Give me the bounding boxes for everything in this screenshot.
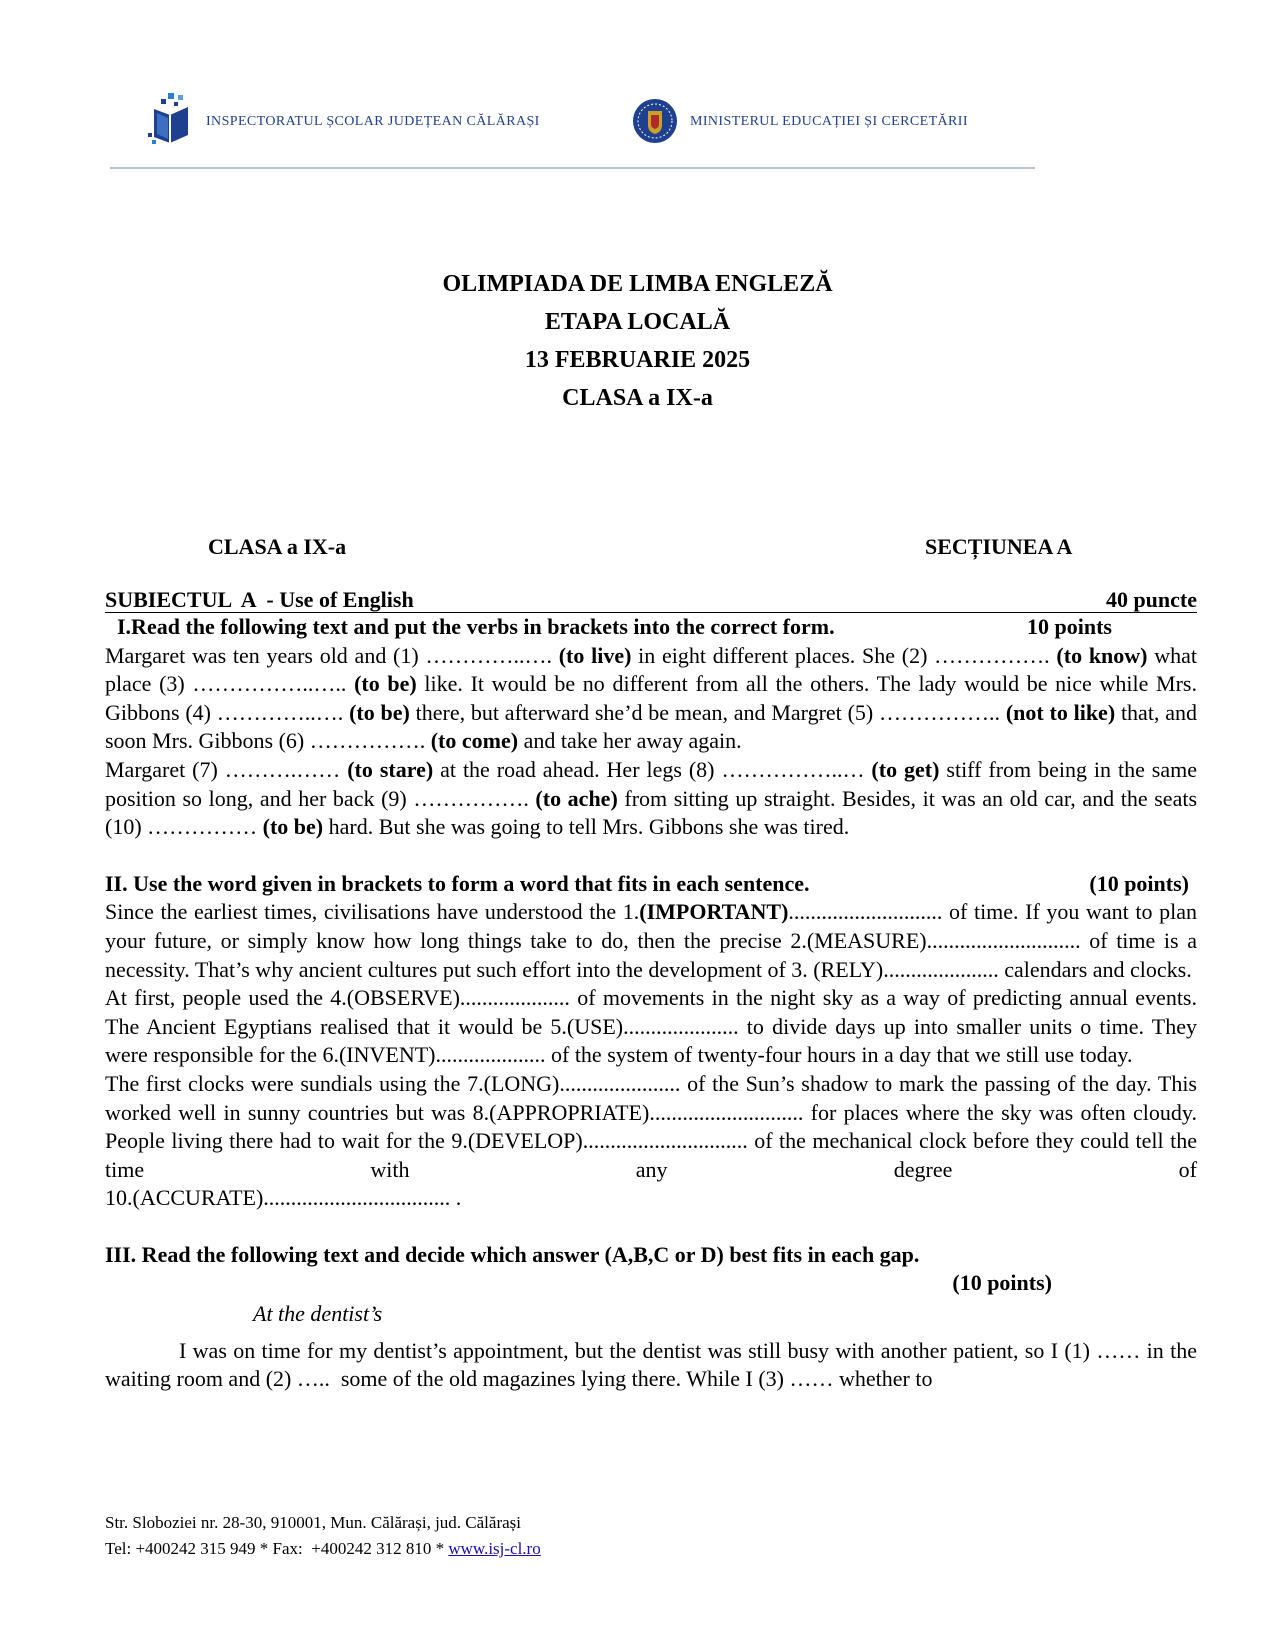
- exercise-1-points: 10 points: [1027, 614, 1112, 639]
- ministry-name: MINISTERUL EDUCAȚIEI ȘI CERCETĂRII: [690, 114, 968, 129]
- isj-name: INSPECTORATUL ȘCOLAR JUDEȚEAN CĂLĂRAȘI: [206, 114, 540, 129]
- text-run: Margaret was ten years old and (1) …………..….: [105, 642, 559, 668]
- website-link[interactable]: www.isj-cl.ro: [448, 1539, 541, 1558]
- exercise-1-paragraph-1: [105, 642, 1197, 756]
- exercise-2-paragraph-3-end: 10.(ACCURATE).................................. .: [105, 1185, 462, 1211]
- footer: [105, 1510, 541, 1562]
- text-run: from sitting up straight. Besides, it was an old car, and the seats (10) ……………: [105, 785, 1198, 840]
- exercise-3-subtitle: At the dentist’s: [253, 1301, 383, 1327]
- footer-phone-fax: Tel: +400242 315 949 * Fax: +400242 312 810 *: [105, 1539, 449, 1558]
- exercise-2-paragraph-2: At first, people used the 4.(OBSERVE).................... of movements in the night sky as a way of predicting annual events. The Ancient Egyptians realised that it would be 5.(USE)..................... to divide days up into smaller units o time. They were responsible for the 6.(INVENT).................... of the system of twenty-four hours in a day that we still use today.: [105, 985, 1197, 1068]
- exercise-3-points: (10 points): [952, 1270, 1052, 1296]
- ministry-logo: [632, 98, 678, 144]
- text-run: stiff from being in the same position so long, and her back (9) …………….: [105, 756, 1198, 811]
- text-run: what place (3) ……………..…..: [105, 642, 1198, 697]
- exercise-2-paragraph-3: The first clocks were sundials using the 7.(LONG)...................... of the Sun’s shadow to mark the passing of the day. This worked well in sunny countries but was 8.(APPROPRIATE)............................ for places where the sky was often cloudy. People living there had to wait for the 9.(DEVELOP).............................. of the mechanical clock before they could tell the time with any degree of: [105, 1070, 1197, 1182]
- exercise-1-heading: I.Read the following text and put the verbs in brackets into the correct form.: [117, 614, 835, 639]
- text-run: that, and soon Mrs. Gibbons (6) …………….: [105, 699, 1197, 754]
- exercise-2-points: (10 points): [1089, 870, 1189, 896]
- isj-logo: [148, 93, 194, 147]
- verb-prompt: (to be): [354, 671, 417, 697]
- class-label: CLASA a IX-a: [208, 534, 347, 559]
- verb-prompt: (not to like): [1005, 699, 1116, 725]
- exercise-1-header: [105, 613, 1197, 642]
- footer-address: Str. Sloboziei nr. 28-30, 910001, Mun. Călărași, jud. Călărași: [105, 1513, 521, 1532]
- text-run: at the road ahead. Her legs (8) ……………..…: [433, 756, 872, 782]
- exercise-2-paragraph-1: [105, 898, 1197, 984]
- exam-title: [0, 265, 1275, 417]
- exercise-1-paragraph-2: [105, 756, 1197, 842]
- verb-prompt: (IMPORTANT): [639, 899, 789, 925]
- verb-prompt: (to be): [262, 814, 324, 840]
- text-run: Margaret (7) ……….……: [105, 756, 348, 782]
- verb-prompt: (to ache): [535, 785, 618, 811]
- subject-header: [105, 588, 1197, 613]
- exercise-3-heading: III. Read the following text and decide which answer (A,B,C or D) best fits in each gap.: [105, 1241, 920, 1267]
- footer-contact: [105, 1536, 541, 1562]
- subject-points: 40 puncte: [1105, 587, 1197, 612]
- header-divider: [110, 167, 1035, 169]
- title-line-3: 13 FEBRUARIE 2025: [524, 347, 751, 373]
- verb-prompt: (to get): [871, 756, 940, 782]
- title-line-4: CLASA a IX-a: [562, 385, 713, 411]
- text-run: like. It would be no different from all the others. The lady would be nice while Mrs. Gibbons (4) …………..….: [105, 671, 1197, 725]
- text-run: ............................ of time. If you want to plan your future, or simply know how long things take to do, then the precise 2.(MEASURE)............................ of time is a necessity. That’s why ancient cultures put such effort into the development of 3. (RELY)..................... calendars and clocks.: [105, 899, 1197, 982]
- text-run: in eight different places. She (2) …………….: [631, 642, 1057, 668]
- title-line-1: OLIMPIADA DE LIMBA ENGLEZĂ: [442, 271, 833, 297]
- text-run: Since the earliest times, civilisations have understood the 1.: [105, 899, 640, 925]
- verb-prompt: (to live): [558, 642, 632, 668]
- text-run: hard. But she was going to tell Mrs. Gibbons she was tired.: [323, 814, 850, 840]
- verb-prompt: (to know): [1056, 642, 1148, 668]
- exercise-2-header: [105, 870, 1197, 899]
- verb-prompt: (to come): [430, 728, 519, 754]
- exam-content: [105, 587, 1203, 1394]
- text-run: there, but afterward she’d be mean, and Margret (5) ……………..: [409, 699, 1006, 725]
- verb-prompt: (to be): [349, 699, 410, 725]
- section-label: SECȚIUNEA A: [925, 534, 1073, 559]
- text-run: and take her away again.: [518, 728, 742, 754]
- title-line-2: ETAPA LOCALĂ: [544, 309, 731, 335]
- exercise-2-heading: II. Use the word given in brackets to form a word that fits in each sentence.: [105, 870, 810, 896]
- exercise-3-paragraph-1: I was on time for my dentist’s appointment, but the dentist was still busy with another patient, so I (1) …… in the waiting room and (2) ….. some of the old magazines lying there. While I (3) …… whether to: [105, 1337, 1203, 1392]
- verb-prompt: (to stare): [347, 756, 434, 782]
- subject-label: SUBIECTUL A - Use of English: [105, 587, 414, 612]
